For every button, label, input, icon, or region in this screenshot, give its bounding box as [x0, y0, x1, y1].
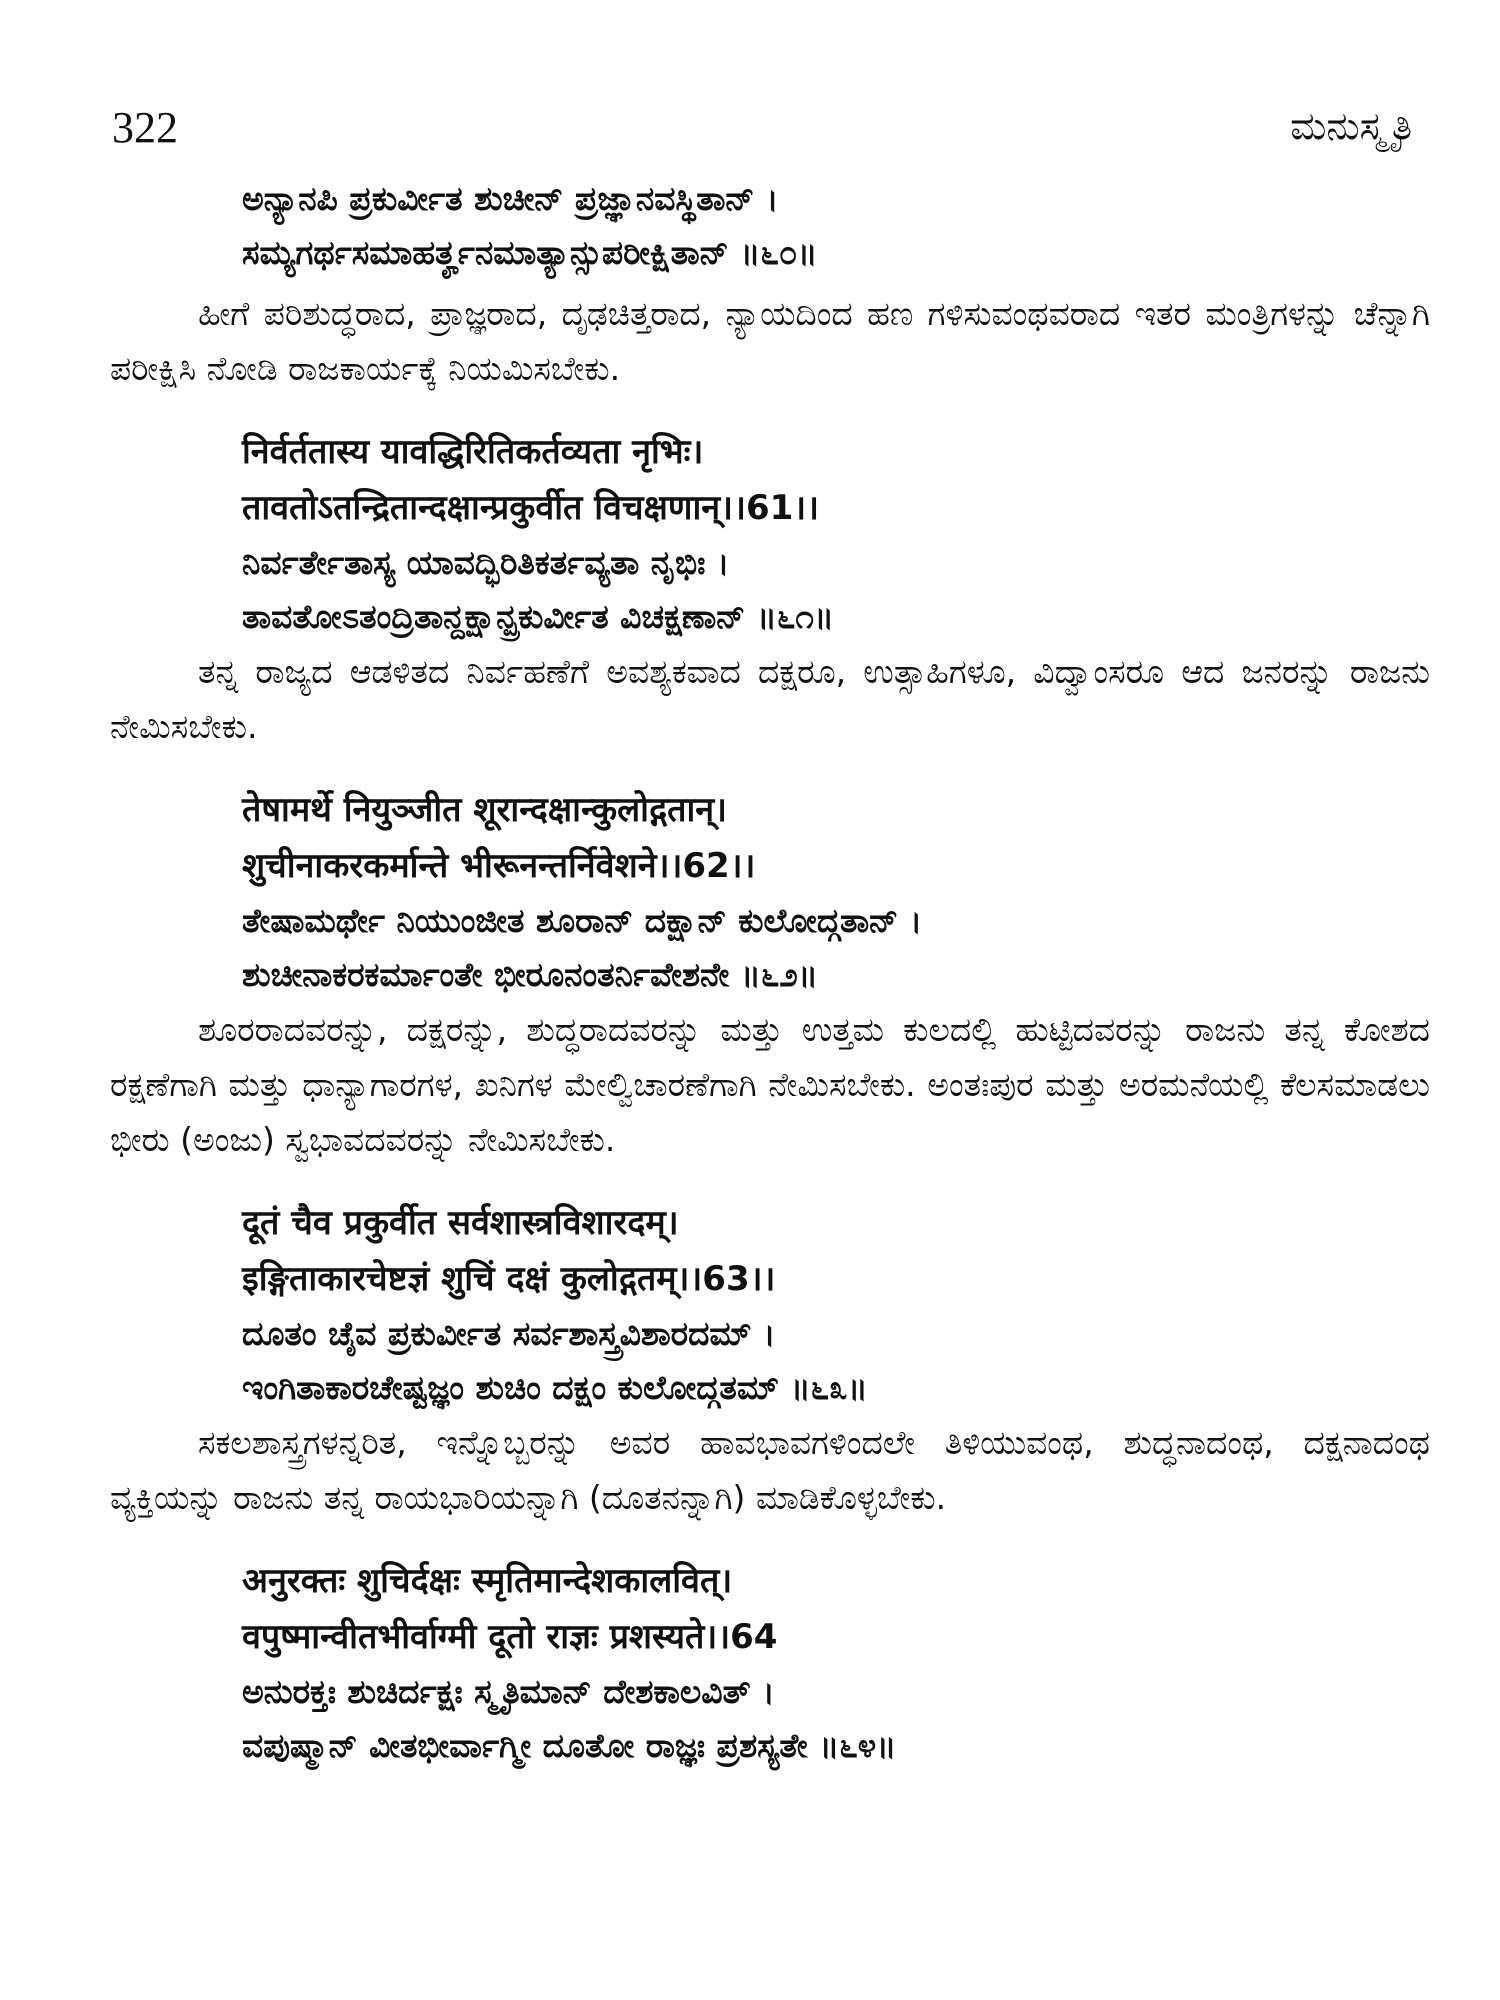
verse-line: अनुरक्तः शुचिर्दक्षः स्मृतिमान्देशकालवित्। — [242, 1561, 733, 1601]
commentary-paragraph: ಹೀಗೆ ಪರಿಶುದ್ಧರಾದ, ಪ್ರಾಜ್ಞರಾದ, ದೃಢಚಿತ್ತರಾದ, ನ್ಯಾಯದಿಂದ ಹಣ ಗಳಿಸುವಂಥವರಾದ ಇತರ ಮಂತ್ರಿಗಳನ್ನು ಚೆನ್ನಾಗಿ ಪರೀಕ್ಷಿಸಿ ನೋಡಿ ರಾಜಕಾರ್ಯಕ್ಕೆ ನಿಯಮಿಸಬೇಕು. — [110, 294, 1430, 388]
verse-line: ನಿರ್ವರ್ತೇತಾಸ್ಯ ಯಾವದ್ಭಿರಿತಿಕರ್ತವ್ಯತಾ ನೃಭಿಃ । — [242, 543, 730, 582]
kannada-verse — [110, 536, 1430, 644]
verse-line: तेषामर्थे नियुञ्जीत शूरान्दक्षान्कुलोद्गतान्। — [242, 790, 728, 830]
verse-line: ಇಂಗಿತಾಕಾರಚೇಷ್ಟಜ್ಞಂ ಶುಚಿಂ ದಕ್ಷಂ ಕುಲೋದ್ಗತಮ್ ॥೬೩॥ — [242, 1368, 868, 1407]
verse-line: ವಪುಷ್ಮಾನ್ ವೀತಭೀರ್ವಾಗ್ಮೀ ದೂತೋ ರಾಜ್ಞಃ ಪ್ರಶಸ್ಯತೇ ॥೬೪॥ — [242, 1726, 897, 1765]
verse-line: ಅನುರಕ್ತಃ ಶುಚಿರ್ದಕ್ಷಃ ಸ್ಮೃತಿಮಾನ್ ದೇಶಕಾಲವಿತ್ । — [242, 1672, 775, 1711]
commentary-paragraph: ತನ್ನ ರಾಜ್ಯದ ಆಡಳಿತದ ನಿರ್ವಹಣೆಗೆ ಅವಶ್ಯಕವಾದ ದಕ್ಷರೂ, ಉತ್ಸಾಹಿಗಳೂ, ವಿದ್ವಾಂಸರೂ ಆದ ಜನರನ್ನು ರಾಜನು ನೇಮಿಸಬೇಕು. — [110, 652, 1430, 746]
verse-line: ದೂತಂ ಚೈವ ಪ್ರಕುರ್ವೀತ ಸರ್ವಶಾಸ್ತ್ರವಿಶಾರದಮ್ । — [242, 1314, 776, 1353]
verse-line: ಶುಚೀನಾಕರಕರ್ಮಾಂತೇ ಭೀರೂನಂತರ್ನಿವೇಶನೇ ॥೬೨॥ — [242, 955, 819, 994]
page-content — [110, 172, 1430, 1773]
sanskrit-verse — [110, 424, 1430, 536]
commentary-paragraph: ಶೂರರಾದವರನ್ನು, ದಕ್ಷರನ್ನು, ಶುದ್ಧರಾದವರನ್ನು ಮತ್ತು ಉತ್ತಮ ಕುಲದಲ್ಲಿ ಹುಟ್ಟಿದವರನ್ನು ರಾಜನು ತನ್ನ ಕೋಶದ ರಕ್ಷಣೆಗಾಗಿ ಮತ್ತು ಧಾನ್ಯಾಗಾರಗಳ, ಖನಿಗಳ ಮೇಲ್ವಿಚಾರಣೆಗಾಗಿ ನೇಮಿಸಬೇಕು. ಅಂತಃಪುರ ಮತ್ತು ಅರಮನೆಯಲ್ಲಿ ಕೆಲಸಮಾಡಲು ಭೀರು (ಅಂಜು) ಸ್ವಭಾವದವರನ್ನು ನೇಮಿಸಬೇಕು. — [110, 1010, 1430, 1159]
verse-line: दूतं चैव प्रकुर्वीत सर्वशास्त्रविशारदम्। — [242, 1203, 679, 1243]
kannada-verse — [110, 1307, 1430, 1415]
kannada-verse — [110, 172, 1430, 280]
sanskrit-verse — [110, 1195, 1430, 1307]
commentary-paragraph: ಸಕಲಶಾಸ್ತ್ರಗಳನ್ನರಿತ, ಇನ್ನೊಬ್ಬರನ್ನು ಅವರ ಹಾವಭಾವಗಳಿಂದಲೇ ತಿಳಿಯುವಂಥ, ಶುದ್ಧನಾದಂಥ, ದಕ್ಷನಾದಂಥ ವ್ಯಕ್ತಿಯನ್ನು ರಾಜನು ತನ್ನ ರಾಯಭಾರಿಯನ್ನಾಗಿ (ದೂತನನ್ನಾಗಿ) ಮಾಡಿಕೊಳ್ಳಬೇಕು. — [110, 1423, 1430, 1517]
kannada-verse — [110, 1665, 1430, 1773]
verse-line: ತಾವತೋಽತಂದ್ರಿತಾನ್ದಕ್ಷಾನ್ಪ್ರಕುರ್ವೀತ ವಿಚಕ್ಷಣಾನ್ ॥೬೧॥ — [242, 597, 834, 636]
verse-line: ತೇಷಾಮರ್ಥೇ ನಿಯುಂಜೀತ ಶೂರಾನ್ ದಕ್ಷಾನ್ ಕುಲೋದ್ಗತಾನ್ । — [242, 901, 923, 940]
verse-line: ಅನ್ಯಾನಪಿ ಪ್ರಕುರ್ವೀತ ಶುಚೀನ್ ಪ್ರಜ್ಞಾನವಸ್ಥಿತಾನ್ । — [242, 179, 779, 218]
kannada-verse — [110, 894, 1430, 1002]
running-header-title: ಮನುಸ್ಮೃತಿ — [1290, 104, 1412, 148]
verse-line: इङ्गिताकारचेष्टज्ञं शुचिं दक्षं कुलोद्गतम्।।63।। — [242, 1259, 776, 1299]
verse-line: निर्वर्ततास्य यावद्धिरितिकर्तव्यता नृभिः। — [242, 432, 704, 472]
page-number: 322 — [112, 103, 178, 152]
verse-line: तावतोऽतन्द्रितान्दक्षान्प्रकुर्वीत विचक्षणान्।।61।। — [242, 488, 820, 528]
verse-line: वपुष्मान्वीतभीर्वाग्मी दूतो राज्ञः प्रशस्यते।।64 — [242, 1617, 778, 1657]
sanskrit-verse — [110, 782, 1430, 894]
verse-line: ಸಮ್ಯಗರ್ಥಸಮಾಹರ್ತೄನಮಾತ್ಯಾನ್ಸುಪರೀಕ್ಷಿತಾನ್ ॥೬೦॥ — [242, 233, 818, 272]
verse-line: शुचीनाकरकर्मान्ते भीरूनन्तर्निवेशने।।62।। — [242, 846, 756, 886]
sanskrit-verse — [110, 1553, 1430, 1665]
